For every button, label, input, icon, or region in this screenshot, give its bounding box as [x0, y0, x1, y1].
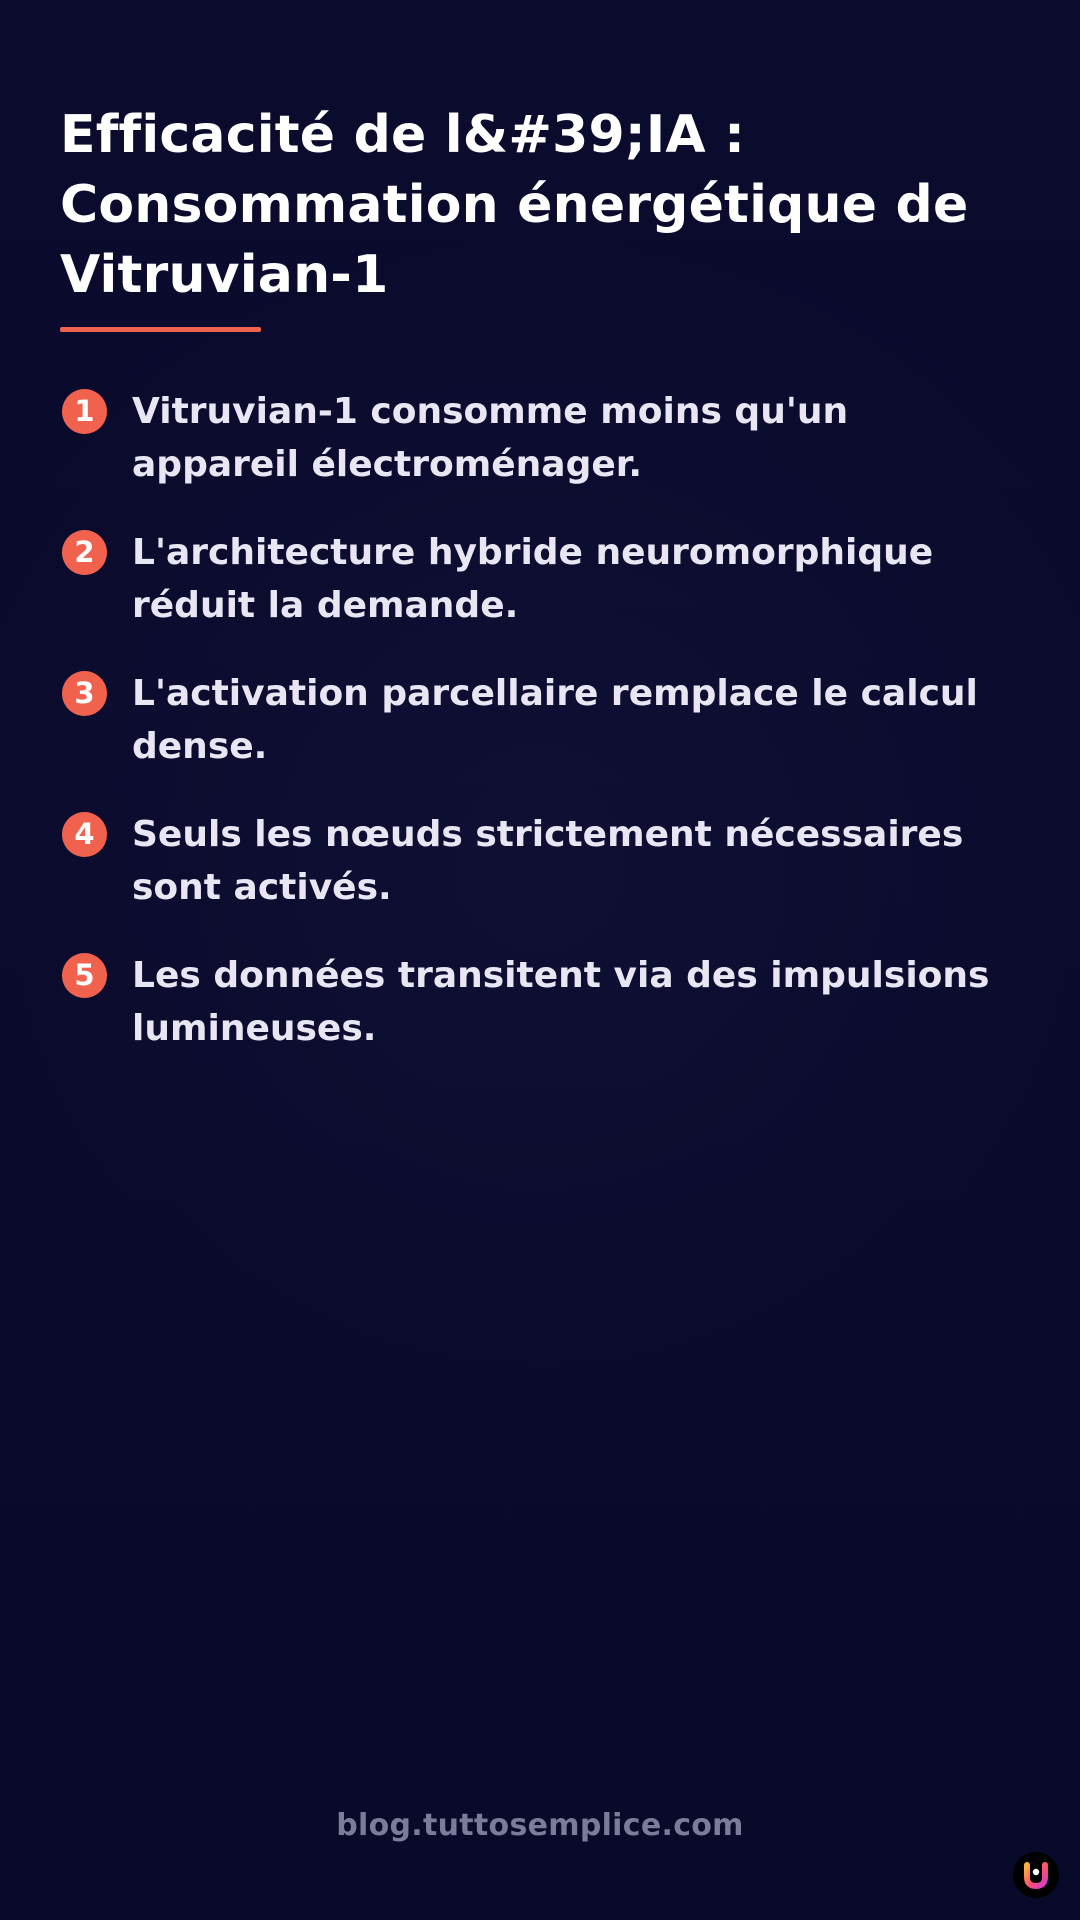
list-item — [60, 526, 1020, 667]
title-underline — [60, 327, 261, 332]
list-item — [60, 667, 1020, 808]
list-item — [60, 385, 1020, 526]
number-badge: 3 — [62, 671, 107, 716]
footer-url: blog.tuttosemplice.com — [336, 1808, 744, 1843]
list-item-text: L'activation parcellaire remplace le calcul dense. — [132, 673, 978, 767]
list-item-text: Les données transitent via des impulsions lumineuses. — [132, 955, 990, 1049]
list-item-text: L'architecture hybride neuromorphique réduit la demande. — [132, 532, 934, 626]
page-title: Efficacité de l&#39;IA : Consommation énergétique de Vitruvian-1 — [60, 105, 969, 305]
number-badge: 5 — [62, 953, 107, 998]
brand-u-logo-icon — [1013, 1852, 1059, 1898]
number-badge: 1 — [62, 389, 107, 434]
list-item-text: Seuls les nœuds strictement nécessaires sont activés. — [132, 814, 964, 908]
number-badge: 2 — [62, 530, 107, 575]
number-badge: 4 — [62, 812, 107, 857]
list-item-text: Vitruvian-1 consomme moins qu'un appareil électroménager. — [132, 391, 849, 485]
key-points-list — [60, 385, 1020, 1090]
list-item — [60, 808, 1020, 949]
list-item — [60, 949, 1020, 1090]
